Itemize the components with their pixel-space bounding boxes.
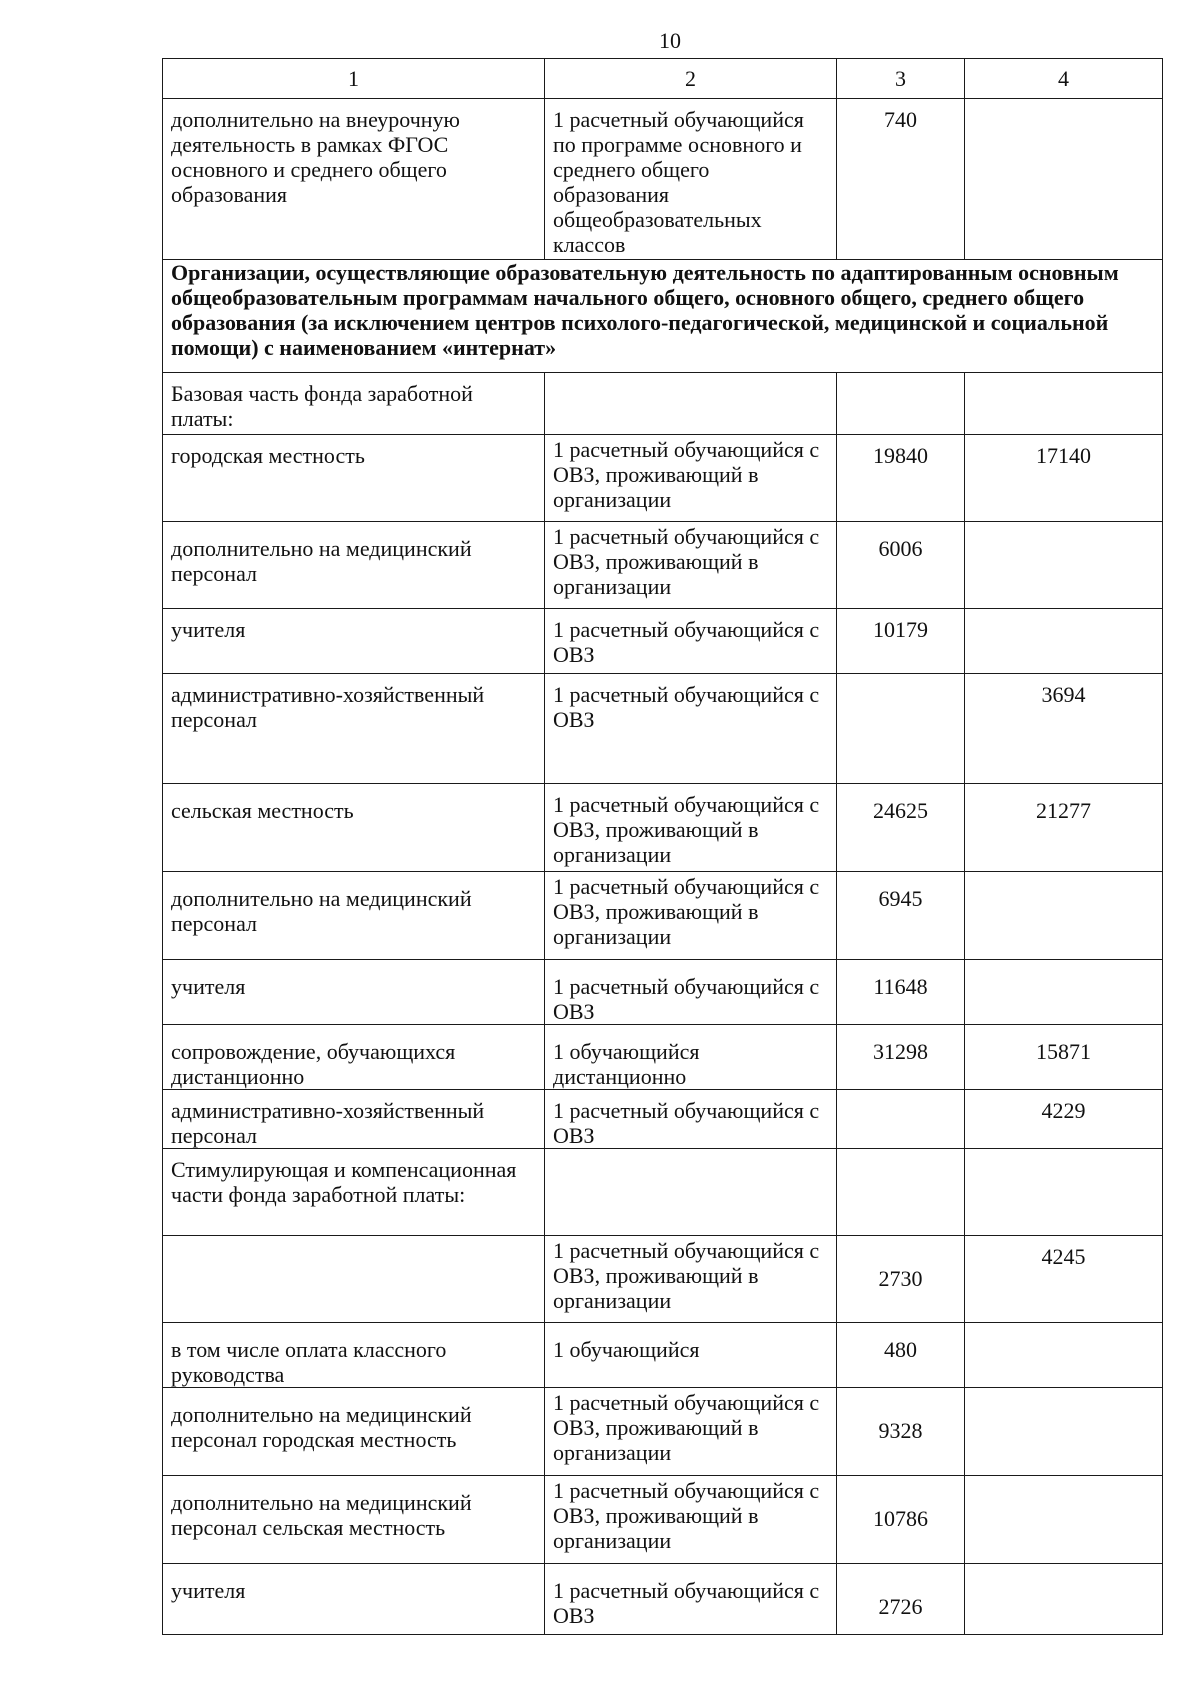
row-label: дополнительно на медицинский персонал городская местность [163,1388,545,1476]
row-label: учителя [163,960,545,1025]
table-row [163,1149,1163,1236]
row-value-4 [965,373,1163,435]
row-unit [545,1149,837,1236]
row-label: дополнительно на внеурочную деятельность в рамках ФГОС основного и среднего общего образования [163,99,545,260]
row-label: дополнительно на медицинский персонал [163,522,545,609]
row-value-3: 31298 [837,1025,965,1090]
row-unit: 1 расчетный обучающийся с ОВЗ [545,960,837,1025]
row-unit: 1 расчетный обучающийся с ОВЗ, проживающий в организации [545,1236,837,1323]
row-unit: 1 обучающийся дистанционно [545,1025,837,1090]
table-row [163,435,1163,522]
table-row [163,1025,1163,1090]
table-row [163,1476,1163,1564]
row-value-4: 17140 [965,435,1163,522]
section-heading: Организации, осуществляющие образовательную деятельность по адаптированным основным общеобразовательным программам начального общего, основного общего, среднего общего образования (за исключением центров психолого-педагогической, медицинской и социальной помощи) с наименованием «интернат» [163,260,1163,373]
row-value-4: 4229 [965,1090,1163,1149]
header-cell-4: 4 [965,59,1163,99]
row-label: городская местность [163,435,545,522]
row-value-3: 6945 [837,872,965,960]
row-value-3: 11648 [837,960,965,1025]
section-row [163,260,1163,373]
row-label: административно-хозяйственный персонал [163,674,545,784]
row-value-3: 2730 [837,1236,965,1323]
table-row [163,373,1163,435]
row-unit: 1 расчетный обучающийся по программе основного и среднего общего образования общеобразовательных классов [545,99,837,260]
row-unit: 1 расчетный обучающийся с ОВЗ, проживающий в организации [545,784,837,872]
table-row [163,1388,1163,1476]
row-unit: 1 расчетный обучающийся с ОВЗ [545,1090,837,1149]
row-value-3: 19840 [837,435,965,522]
row-label: в том числе оплата классного руководства [163,1323,545,1388]
row-unit [545,373,837,435]
row-unit: 1 обучающийся [545,1323,837,1388]
row-label: Стимулирующая и компенсационная части фонда заработной платы: [163,1149,545,1236]
header-cell-2: 2 [545,59,837,99]
row-label: дополнительно на медицинский персонал сельская местность [163,1476,545,1564]
row-value-4 [965,960,1163,1025]
row-value-4 [965,1564,1163,1635]
table-row [163,1323,1163,1388]
row-value-3: 10786 [837,1476,965,1564]
row-label: Базовая часть фонда заработной платы: [163,373,545,435]
row-value-4 [965,1149,1163,1236]
row-value-3: 24625 [837,784,965,872]
row-value-4 [965,872,1163,960]
row-value-4 [965,1476,1163,1564]
row-unit: 1 расчетный обучающийся с ОВЗ [545,609,837,674]
row-value-4 [965,609,1163,674]
table-row [163,872,1163,960]
row-label: сельская местность [163,784,545,872]
header-cell-1: 1 [163,59,545,99]
row-label: дополнительно на медицинский персонал [163,872,545,960]
table-row [163,522,1163,609]
row-value-3: 740 [837,99,965,260]
row-label: административно-хозяйственный персонал [163,1090,545,1149]
row-value-4: 21277 [965,784,1163,872]
row-value-3 [837,1149,965,1236]
table-row [163,1564,1163,1635]
row-unit: 1 расчетный обучающийся с ОВЗ, проживающий в организации [545,522,837,609]
row-value-3 [837,674,965,784]
table-row [163,609,1163,674]
row-value-3: 2726 [837,1564,965,1635]
row-label: сопровождение, обучающихся дистанционно [163,1025,545,1090]
header-cell-3: 3 [837,59,965,99]
row-value-4 [965,1388,1163,1476]
row-unit: 1 расчетный обучающийся с ОВЗ, проживающий в организации [545,872,837,960]
table-row [163,99,1163,260]
row-value-3: 9328 [837,1388,965,1476]
row-value-4 [965,1323,1163,1388]
row-value-4: 15871 [965,1025,1163,1090]
row-label: учителя [163,1564,545,1635]
row-value-3 [837,1090,965,1149]
row-value-3 [837,373,965,435]
table-row [163,784,1163,872]
row-value-4 [965,99,1163,260]
row-value-4: 4245 [965,1236,1163,1323]
row-unit: 1 расчетный обучающийся с ОВЗ, проживающий в организации [545,1476,837,1564]
tariff-table [162,58,1163,1635]
row-value-4 [965,522,1163,609]
row-label: учителя [163,609,545,674]
table-row [163,1236,1163,1323]
table-header-row [163,59,1163,99]
table-row [163,1090,1163,1149]
table-row [163,674,1163,784]
row-value-3: 6006 [837,522,965,609]
row-label [163,1236,545,1323]
page-number: 10 [659,28,681,53]
row-unit: 1 расчетный обучающийся с ОВЗ [545,674,837,784]
row-value-3: 480 [837,1323,965,1388]
row-unit: 1 расчетный обучающийся с ОВЗ, проживающий в организации [545,1388,837,1476]
row-value-4: 3694 [965,674,1163,784]
table-row [163,960,1163,1025]
row-unit: 1 расчетный обучающийся с ОВЗ [545,1564,837,1635]
row-unit: 1 расчетный обучающийся с ОВЗ, проживающий в организации [545,435,837,522]
row-value-3: 10179 [837,609,965,674]
